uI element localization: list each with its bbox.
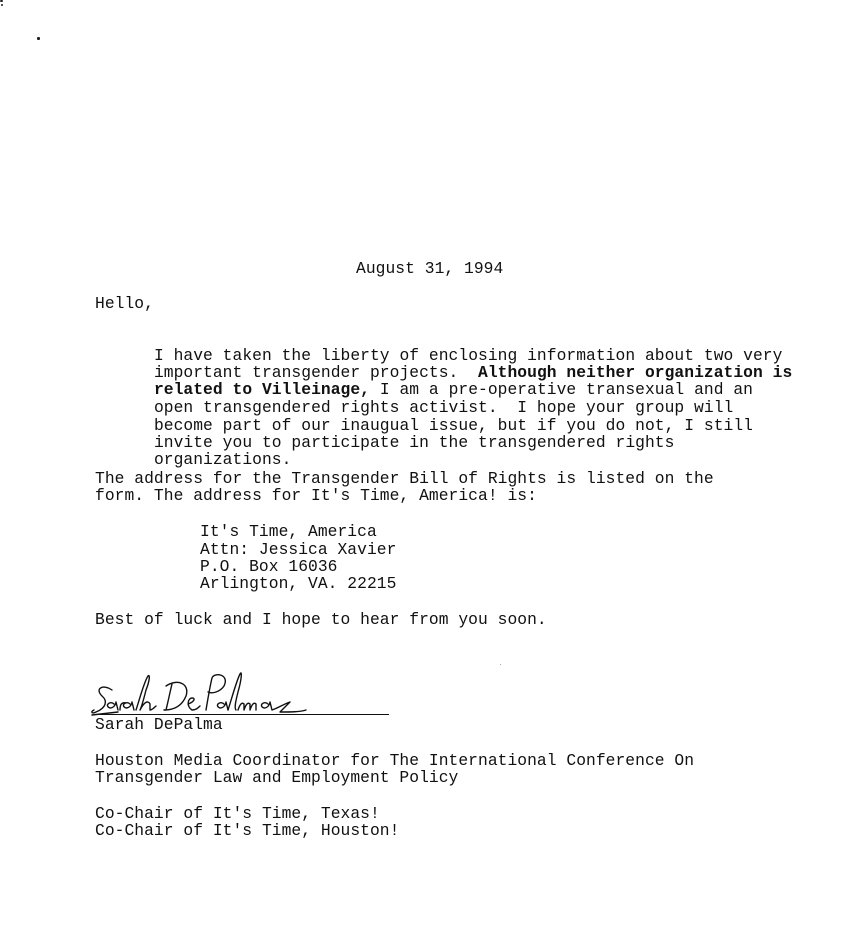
bold-text-run: related to Villeinage, bbox=[153, 380, 370, 399]
scan-speck bbox=[37, 37, 40, 40]
title-line: Transgender Law and Employment Policy bbox=[95, 768, 459, 787]
text-run: important transgender projects. bbox=[153, 363, 479, 382]
paragraph-line: form. The address for It's Time, America! is: bbox=[95, 486, 537, 505]
address-line: Arlington, VA. 22215 bbox=[200, 574, 397, 593]
text-run: I am a pre-operative transexual and an bbox=[370, 380, 753, 399]
letter-date: August 31, 1994 bbox=[356, 259, 504, 278]
salutation: Hello, bbox=[95, 294, 154, 313]
cochair-line: Co-Chair of It's Time, Texas! bbox=[95, 804, 380, 823]
text-run: invite you to participate in the transgendered rights bbox=[153, 433, 675, 452]
cochair-line: Co-Chair of It's Time, Houston! bbox=[95, 821, 400, 840]
text-run: open transgendered rights activist. I hope your group will bbox=[153, 398, 734, 417]
scan-speck bbox=[500, 664, 501, 665]
paragraph-line: The address for the Transgender Bill of Rights is listed on the bbox=[95, 469, 714, 488]
scan-speck bbox=[0, 0, 3, 2]
address-line: P.O. Box 16036 bbox=[200, 557, 338, 576]
text-run: I have taken the liberty of enclosing information about two very bbox=[153, 346, 783, 365]
closing-line: Best of luck and I hope to hear from you soon. bbox=[95, 610, 547, 629]
bold-text-run: Although neither organization is bbox=[478, 363, 793, 382]
printed-name: Sarah DePalma bbox=[95, 715, 223, 734]
scan-speck bbox=[1, 4, 3, 6]
address-line: It's Time, America bbox=[200, 522, 377, 541]
title-line: Houston Media Coordinator for The International Conference On bbox=[95, 751, 695, 770]
text-run: become part of our inaugual issue, but if you do not, I still bbox=[153, 416, 753, 435]
text-run: organizations. bbox=[153, 450, 292, 469]
handwritten-signature bbox=[90, 668, 310, 720]
address-line: Attn: Jessica Xavier bbox=[200, 540, 397, 559]
